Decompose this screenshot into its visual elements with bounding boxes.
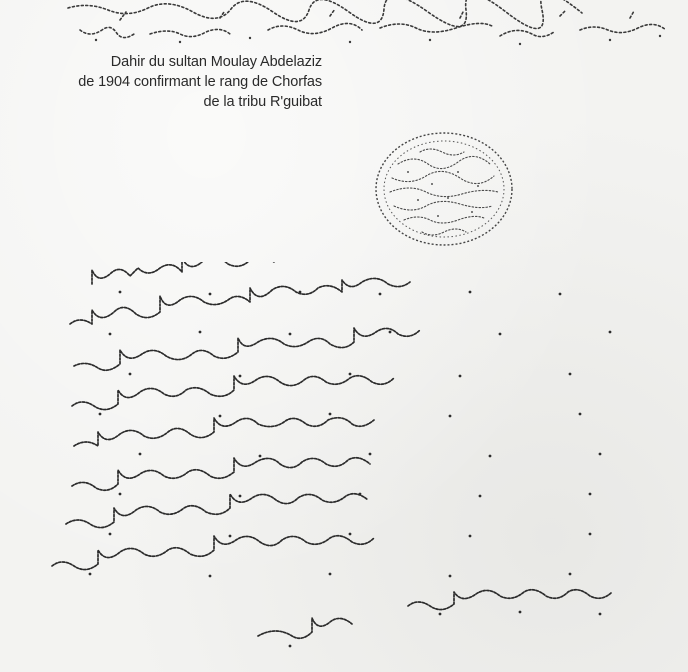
top-handwriting-strip	[0, 0, 688, 52]
caption-line-2: de 1904 confirmant le rang de Chorfas	[78, 74, 322, 90]
caption-line-3: de la tribu R'guibat	[203, 94, 322, 110]
document-caption	[52, 52, 322, 112]
caption-line-1: Dahir du sultan Moulay Abdelaziz	[110, 54, 322, 70]
manuscript-body	[0, 262, 688, 672]
seal-stamp-icon	[368, 128, 520, 250]
